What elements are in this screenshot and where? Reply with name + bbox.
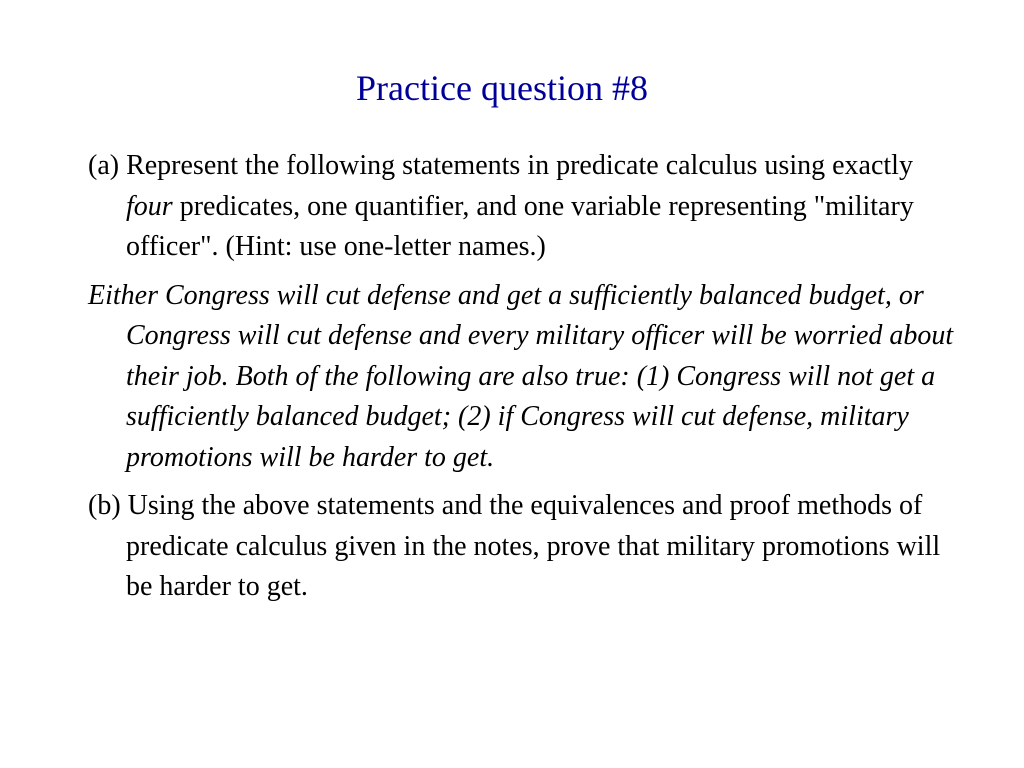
- slide-title: Practice question #8: [356, 68, 648, 108]
- emphasis-four: four: [126, 190, 173, 222]
- paragraph-part-b: (b) Using the above statements and the equivalences and proof methods of predicate calculus given in the notes, prove that military promotions will be harder to get.: [88, 490, 941, 602]
- slide-body: [88, 146, 958, 616]
- statement-paragraph: Either Congress will cut defense and get a sufficiently balanced budget, or Congress will cut defense and every military officer will be worried about their job. Both of the following are also true: (1) Congress will not get a sufficiently balanced budget; (2) if Congress will cut defense, military promotions will be harder to get.: [88, 279, 954, 473]
- paragraph-part-a-text-continued: predicates, one quantifier, and one variable representing "military officer". (Hint: use one-letter names.): [126, 190, 914, 262]
- paragraph-part-a: [88, 146, 958, 268]
- paragraph-part-a-text: (a) Represent the following statements in predicate calculus using exactly: [88, 150, 913, 181]
